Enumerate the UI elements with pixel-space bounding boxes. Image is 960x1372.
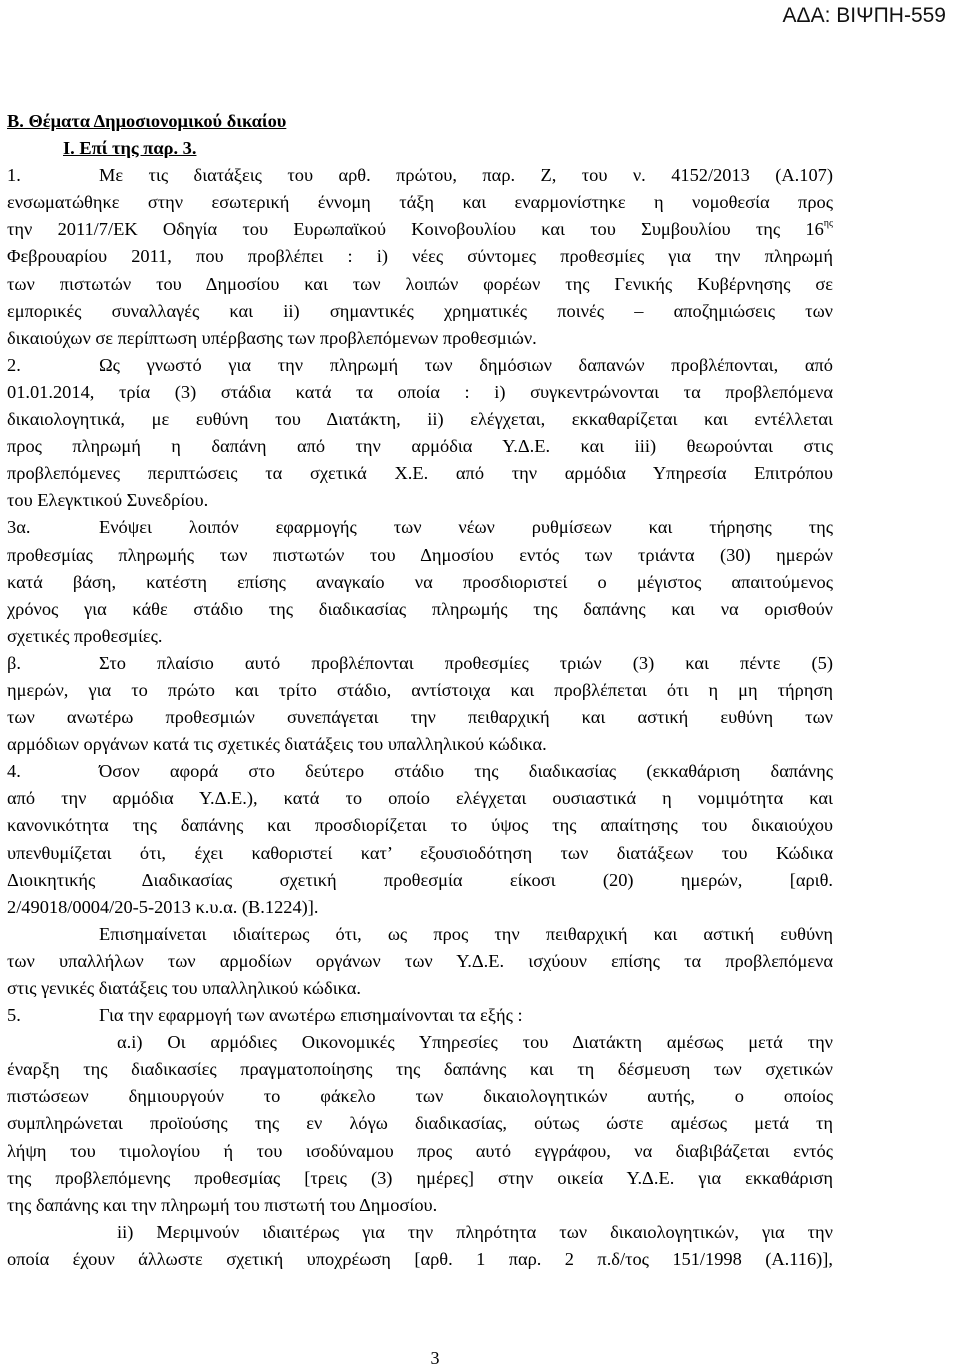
document-body — [7, 108, 833, 1273]
paragraph-number: β. — [7, 652, 21, 673]
ada-code: ΑΔΑ: ΒΙΨΠΗ-559 — [782, 4, 946, 27]
section-heading: Β. Θέματα Δημοσιονομικού δικαίου — [7, 111, 287, 131]
paragraph-3a: 3α. Ενόψει λοιπόν εφαρμογής των νέων ρυθμίσεων και τήρησης της προθεσμίας πληρωμής των πιστωτών του Δημοσίου εντός των τριάντα (30) ημερών κατά βάση, κατέστη επίσης αναγκαίο να προσδιοριστεί ο μέγιστος απαιτούμενος χρόνος για κάθε στάδιο της διαδικασίας πληρωμής της δαπάνης και να ορισθούν σχετικές προθεσμίες. — [7, 514, 833, 649]
paragraph-2: 2. Ως γνωστό για την πληρωμή των δημόσιων δαπανών προβλέπονται, από 01.01.2014, τρία (3) στάδια κατά τα οποία : i) συγκεντρώνονται τα προβλεπόμενα δικαιολογητικά, με ευθύνη του Διατάκτη, ii) ελέγχεται, εκκαθαρίζεται και εντέλλεται προς πληρωμή η δαπάνη από την αρμόδια Υ.Δ.Ε. και iii) θεωρούνται στις προβλεπόμενες περιπτώσεις τα σχετικά Χ.Ε. από την αρμόδια Υπηρεσία Επιτρόπου του Ελεγκτικού Συνεδρίου. — [7, 352, 833, 515]
subsection-heading: Ι. Επί της παρ. 3. — [63, 138, 197, 159]
paragraph-number: 1. — [7, 165, 21, 186]
paragraph-4-note: Επισημαίνεται ιδιαίτερως ότι, ως προς την πειθαρχική και αστική ευθύνη των υπαλλήλων των αρμοδίων οργάνων των Υ.Δ.Ε. ισχύουν επίσης τα προβλεπόμενα στις γενικές διατάξεις του υπαλληλικού κώδικα. — [7, 923, 833, 998]
paragraph-5: 5. Για την εφαρμογή των ανωτέρω επισημαίνονται τα εξής : α.i) Οι αρμόδιες Οικονομικές Υπηρεσίες του Διατάκτη αμέσως μετά την έναρξη της διαδικασίες πραγματοποίησης της δαπάνης και τη δέσμευση των σχετικών πιστώσεων δημιουργούν το φάκελο των δικαιολογητικών αυτής, ο οποίος συμπληρώνεται προϊούσης της εν λόγω διαδικασίας, ούτως ώστε αμέσως μετά τη λήψη του τιμολογίου ή του ισοδύναμου προς αυτό εγγράφου, να διαβιβάζεται εντός της προβλεπόμενης προθεσμίας [τρεις (3) ημέρες] στην οικεία Υ.Δ.Ε. για εκκαθάριση της δαπάνης και την πληρωμή του πιστωτή του Δημοσίου. ii) Μεριμνούν ιδιαιτέρως για την πληρότητα των δικαιολογητικών, για την οποία έχουν άλλωστε σχετική υποχρέωση [αρθ. 1 παρ. 2 π.δ/τος 151/1998 (Α.116)], — [7, 1002, 833, 1273]
paragraph-number: 5. — [7, 1005, 21, 1026]
paragraph-number: 2. — [7, 354, 21, 375]
paragraph-1: 1. Με τις διατάξεις του αρθ. πρώτου, παρ. Ζ, του ν. 4152/2013 (Α.107) ενσωματώθηκε στην εσωτερική έννομη τάξη και εναρμονίστηκε η νομοθεσία προς την 2011/7/ΕΚ Οδηγία του Ευρωπαϊκού Κοινοβουλίου και του Συμβουλίου της $16^{\eta\varsigma}$ Φεβρουαρίου 2011, που προβλέπει : i) νέες σύντομες προθεσμίες για την πληρωμή των πιστωτών του Δημοσίου και των λοιπών φορέων της Γενικής Κυβέρνησης σε εμπορικές συναλλαγές και ii) σημαντικές χρηματικές ποινές – αποζημιώσεις των δικαιούχων σε περίπτωση υπέρβασης των προβλεπόμενων προθεσμιών. — [7, 162, 833, 352]
paragraph-4: 4. Όσον αφορά στο δεύτερο στάδιο της διαδικασίας (εκκαθάριση δαπάνης από την αρμόδια Υ.Δ.Ε.), κατά το οποίο ελέγχεται ουσιαστικά η νομιμότητα και κανονικότητα της δαπάνης και προσδιορίζεται το ύψος της απαίτησης του δικαιούχου υπενθυμίζεται ότι, έχει καθοριστεί κατ’ εξουσιοδότηση των διατάξεων του Κώδικα Διοικητικής Διαδικασίας σχετική προθεσμία είκοσι (20) ημερών, [αριθ. 2/49018/0004/20-5-2013 κ.υ.α. (Β.1224)]. — [7, 758, 833, 921]
paragraph-3b: β. Στο πλαίσιο αυτό προβλέπονται προθεσμίες τριών (3) και πέντε (5) ημερών, για το πρώτο και τρίτο στάδιο, αντίστοιχα και προβλέπεται ότι η μη τήρηση των ανωτέρω προθεσμιών συνεπάγεται την πειθαρχική και αστική ευθύνη των αρμόδιων οργάνων κατά τις σχετικές διατάξεις του υπαλληλικού κώδικα. — [7, 650, 833, 758]
paragraph-number: 3α. — [7, 517, 31, 538]
paragraph-number: 4. — [7, 761, 21, 782]
page-number: 3 — [430, 1348, 440, 1368]
